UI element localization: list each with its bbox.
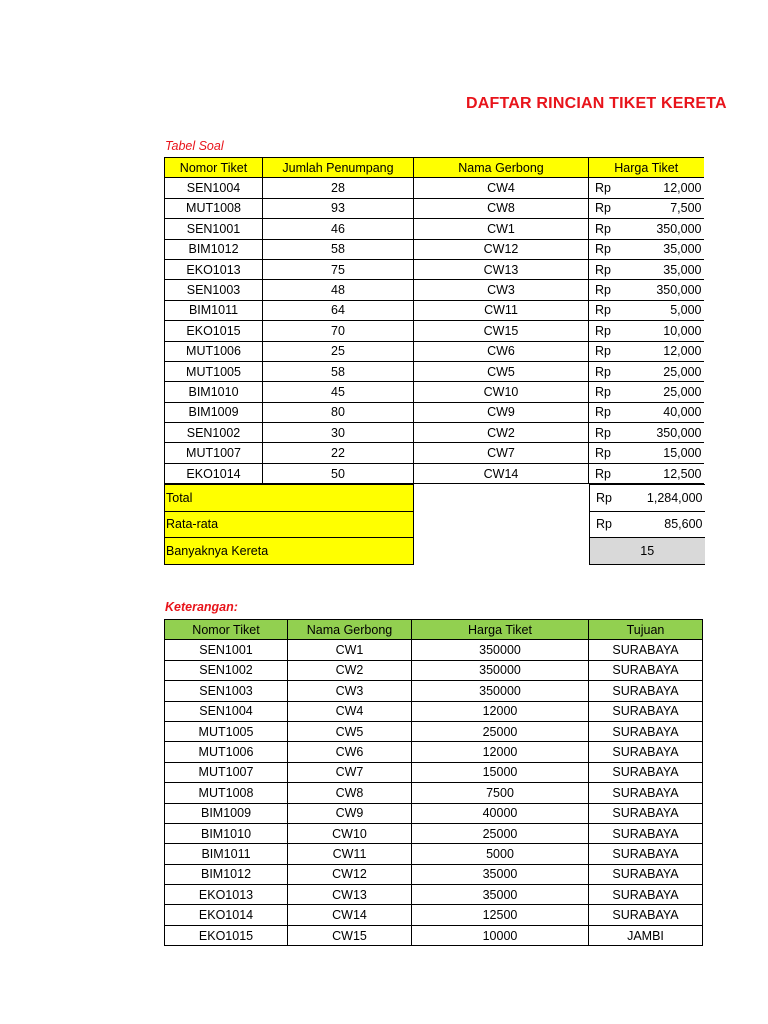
harga-tiket-cell[interactable]: 12500 [412, 905, 589, 925]
table-row [165, 361, 704, 381]
table-row [165, 721, 703, 741]
tujuan-cell[interactable]: SURABAYA [589, 885, 703, 905]
nomor-tiket-cell[interactable]: MUT1007 [165, 762, 288, 782]
table-row [165, 463, 704, 483]
harga-tiket-value: 5,000 [670, 303, 702, 318]
table-row [165, 402, 704, 422]
nama-gerbong-cell[interactable]: CW12 [414, 239, 589, 259]
nama-gerbong-cell[interactable]: CW10 [414, 382, 589, 402]
currency-label: Rp [595, 262, 611, 277]
table-row [165, 864, 703, 884]
currency-label: Rp [595, 242, 611, 257]
jumlah-penumpang-cell[interactable]: 80 [263, 402, 414, 422]
jumlah-penumpang-cell[interactable]: 30 [263, 423, 414, 443]
harga-tiket-cell[interactable] [589, 198, 704, 218]
table-row [165, 259, 704, 279]
table-row [165, 783, 703, 803]
table-row [165, 300, 704, 320]
table-row [165, 742, 703, 762]
harga-tiket-cell[interactable]: 7500 [412, 783, 589, 803]
currency-label: Rp [596, 517, 612, 532]
nomor-tiket-cell[interactable]: EKO1014 [165, 463, 263, 483]
nama-gerbong-cell[interactable]: CW14 [288, 905, 412, 925]
harga-tiket-cell[interactable]: 10000 [412, 925, 589, 945]
nama-gerbong-cell[interactable]: CW8 [288, 783, 412, 803]
table-row [165, 198, 704, 218]
harga-tiket-cell[interactable] [589, 341, 704, 361]
nomor-tiket-cell[interactable]: EKO1014 [165, 905, 288, 925]
table-row [165, 681, 703, 701]
currency-label: Rp [595, 221, 611, 236]
table-row [165, 321, 704, 341]
nomor-tiket-cell[interactable]: SEN1002 [165, 660, 288, 680]
tujuan-cell[interactable]: SURABAYA [589, 681, 703, 701]
tujuan-cell[interactable]: SURABAYA [589, 660, 703, 680]
tujuan-cell[interactable]: SURABAYA [589, 783, 703, 803]
header-nama-gerbong[interactable]: Nama Gerbong [414, 158, 589, 178]
tabel-soal [164, 157, 704, 484]
nomor-tiket-cell[interactable]: MUT1005 [165, 361, 263, 381]
keterangan-caption: Keterangan: [165, 600, 238, 614]
banyaknya-kereta-value[interactable]: 15 [590, 538, 705, 565]
nama-gerbong-cell[interactable]: CW11 [288, 844, 412, 864]
jumlah-penumpang-cell[interactable]: 70 [263, 321, 414, 341]
harga-tiket-cell[interactable]: 35000 [412, 864, 589, 884]
currency-label: Rp [595, 323, 611, 338]
tujuan-cell[interactable]: SURABAYA [589, 721, 703, 741]
harga-tiket-cell[interactable]: 5000 [412, 844, 589, 864]
currency-label: Rp [595, 303, 611, 318]
harga-tiket-value: 40,000 [663, 405, 702, 420]
harga-tiket-value: 12,500 [663, 466, 702, 481]
harga-tiket-cell[interactable] [589, 178, 704, 198]
currency-label: Rp [595, 384, 611, 399]
harga-tiket-cell[interactable]: 12000 [412, 701, 589, 721]
nama-gerbong-cell[interactable]: CW2 [414, 423, 589, 443]
header-harga-tiket[interactable]: Harga Tiket [412, 620, 589, 640]
nama-gerbong-cell[interactable]: CW12 [288, 864, 412, 884]
table-row [165, 803, 703, 823]
nama-gerbong-cell[interactable]: CW1 [288, 640, 412, 660]
harga-tiket-value: 350,000 [656, 283, 702, 298]
nomor-tiket-cell[interactable]: BIM1010 [165, 823, 288, 843]
tujuan-cell[interactable]: SURABAYA [589, 844, 703, 864]
harga-tiket-cell[interactable]: 350000 [412, 681, 589, 701]
table-row [165, 762, 703, 782]
nomor-tiket-cell[interactable]: EKO1013 [165, 259, 263, 279]
harga-tiket-cell[interactable] [589, 280, 704, 300]
nomor-tiket-cell[interactable]: BIM1012 [165, 239, 263, 259]
nama-gerbong-cell[interactable]: CW3 [288, 681, 412, 701]
nama-gerbong-cell[interactable]: CW13 [414, 259, 589, 279]
nama-gerbong-cell[interactable]: CW9 [414, 402, 589, 422]
nama-gerbong-cell[interactable]: CW4 [414, 178, 589, 198]
jumlah-penumpang-cell[interactable]: 45 [263, 382, 414, 402]
currency-label: Rp [595, 201, 611, 216]
tabel-soal-caption: Tabel Soal [165, 139, 224, 153]
nomor-tiket-cell[interactable]: BIM1009 [165, 402, 263, 422]
header-tujuan[interactable]: Tujuan [589, 620, 703, 640]
total-value: 1,284,000 [646, 490, 703, 505]
nama-gerbong-cell[interactable]: CW1 [414, 219, 589, 239]
jumlah-penumpang-cell[interactable]: 22 [263, 443, 414, 463]
header-nomor-tiket[interactable]: Nomor Tiket [165, 158, 263, 178]
table-row [165, 925, 703, 945]
currency-label: Rp [595, 181, 611, 196]
summary-values [589, 484, 705, 565]
nomor-tiket-cell[interactable]: MUT1008 [165, 198, 263, 218]
header-nomor-tiket[interactable]: Nomor Tiket [165, 620, 288, 640]
nama-gerbong-cell[interactable]: CW6 [288, 742, 412, 762]
table-row [165, 423, 704, 443]
tujuan-cell[interactable]: SURABAYA [589, 762, 703, 782]
nomor-tiket-cell[interactable]: MUT1008 [165, 783, 288, 803]
jumlah-penumpang-cell[interactable]: 58 [263, 361, 414, 381]
nomor-tiket-cell[interactable]: SEN1003 [165, 280, 263, 300]
rata-rata-value: 85,600 [664, 517, 703, 532]
harga-tiket-cell[interactable] [589, 382, 704, 402]
table-row [165, 640, 703, 660]
nama-gerbong-cell[interactable]: CW4 [288, 701, 412, 721]
total-label[interactable]: Total [165, 485, 414, 512]
table-row [165, 280, 704, 300]
tabel-keterangan [164, 619, 703, 946]
harga-tiket-cell[interactable] [589, 219, 704, 239]
harga-tiket-value: 350,000 [656, 221, 702, 236]
harga-tiket-cell[interactable]: 25000 [412, 721, 589, 741]
table-row [165, 823, 703, 843]
nomor-tiket-cell[interactable]: BIM1009 [165, 803, 288, 823]
jumlah-penumpang-cell[interactable]: 50 [263, 463, 414, 483]
jumlah-penumpang-cell[interactable]: 75 [263, 259, 414, 279]
nomor-tiket-cell[interactable]: MUT1006 [165, 742, 288, 762]
nomor-tiket-cell[interactable]: EKO1015 [165, 925, 288, 945]
harga-tiket-value: 25,000 [663, 384, 702, 399]
nomor-tiket-cell[interactable]: EKO1015 [165, 321, 263, 341]
harga-tiket-cell[interactable] [589, 239, 704, 259]
tabel-keterangan-header-row [165, 620, 703, 640]
nama-gerbong-cell[interactable]: CW5 [414, 361, 589, 381]
tabel-soal-body [165, 178, 704, 484]
harga-tiket-cell[interactable] [589, 300, 704, 320]
harga-tiket-value: 7,500 [670, 201, 702, 216]
harga-tiket-cell[interactable] [589, 463, 704, 483]
harga-tiket-cell[interactable]: 12000 [412, 742, 589, 762]
tujuan-cell[interactable]: SURABAYA [589, 823, 703, 843]
nama-gerbong-cell[interactable]: CW6 [414, 341, 589, 361]
jumlah-penumpang-cell[interactable]: 25 [263, 341, 414, 361]
harga-tiket-cell[interactable] [589, 443, 704, 463]
jumlah-penumpang-cell[interactable]: 93 [263, 198, 414, 218]
harga-tiket-cell[interactable]: 25000 [412, 823, 589, 843]
nomor-tiket-cell[interactable]: SEN1003 [165, 681, 288, 701]
harga-tiket-cell[interactable]: 15000 [412, 762, 589, 782]
currency-label: Rp [596, 490, 612, 505]
tabel-keterangan-body [165, 640, 703, 946]
table-row [165, 443, 704, 463]
nomor-tiket-cell[interactable]: BIM1011 [165, 844, 288, 864]
nama-gerbong-cell[interactable]: CW8 [414, 198, 589, 218]
tujuan-cell[interactable]: JAMBI [589, 925, 703, 945]
harga-tiket-value: 35,000 [663, 242, 702, 257]
nomor-tiket-cell[interactable]: BIM1012 [165, 864, 288, 884]
table-row [165, 219, 704, 239]
tujuan-cell[interactable]: SURABAYA [589, 742, 703, 762]
currency-label: Rp [595, 283, 611, 298]
nama-gerbong-cell[interactable]: CW5 [288, 721, 412, 741]
harga-tiket-cell[interactable]: 40000 [412, 803, 589, 823]
tabel-soal-header-row [165, 158, 704, 178]
harga-tiket-cell[interactable]: 35000 [412, 885, 589, 905]
nomor-tiket-cell[interactable]: BIM1011 [165, 300, 263, 320]
harga-tiket-value: 10,000 [663, 323, 702, 338]
harga-tiket-value: 350,000 [656, 425, 702, 440]
harga-tiket-cell[interactable] [589, 361, 704, 381]
table-row [165, 382, 704, 402]
rata-rata-label[interactable]: Rata-rata [165, 511, 414, 538]
jumlah-penumpang-cell[interactable]: 64 [263, 300, 414, 320]
banyaknya-kereta-label[interactable]: Banyaknya Kereta [165, 538, 414, 565]
harga-tiket-cell[interactable] [589, 259, 704, 279]
nama-gerbong-cell[interactable]: CW14 [414, 463, 589, 483]
nama-gerbong-cell[interactable]: CW7 [288, 762, 412, 782]
nama-gerbong-cell[interactable]: CW7 [414, 443, 589, 463]
harga-tiket-cell[interactable]: 350000 [412, 660, 589, 680]
currency-label: Rp [595, 466, 611, 481]
currency-label: Rp [595, 344, 611, 359]
currency-label: Rp [595, 364, 611, 379]
tujuan-cell[interactable]: SURABAYA [589, 864, 703, 884]
nomor-tiket-cell[interactable]: BIM1010 [165, 382, 263, 402]
tujuan-cell[interactable]: SURABAYA [589, 803, 703, 823]
nomor-tiket-cell[interactable]: MUT1005 [165, 721, 288, 741]
nama-gerbong-cell[interactable]: CW10 [288, 823, 412, 843]
nomor-tiket-cell[interactable]: SEN1004 [165, 178, 263, 198]
table-row [165, 341, 704, 361]
nomor-tiket-cell[interactable]: SEN1001 [165, 640, 288, 660]
table-row [165, 239, 704, 259]
tujuan-cell[interactable]: SURABAYA [589, 701, 703, 721]
nomor-tiket-cell[interactable]: SEN1001 [165, 219, 263, 239]
harga-tiket-value: 15,000 [663, 446, 702, 461]
tujuan-cell[interactable]: SURABAYA [589, 905, 703, 925]
total-value-cell[interactable] [590, 485, 705, 512]
header-harga-tiket[interactable]: Harga Tiket [589, 158, 704, 178]
currency-label: Rp [595, 446, 611, 461]
harga-tiket-cell[interactable] [589, 423, 704, 443]
nama-gerbong-cell[interactable]: CW11 [414, 300, 589, 320]
page-title: DAFTAR RINCIAN TIKET KERETA [466, 95, 727, 112]
nama-gerbong-cell[interactable]: CW9 [288, 803, 412, 823]
jumlah-penumpang-cell[interactable]: 28 [263, 178, 414, 198]
table-row [165, 178, 704, 198]
tujuan-cell[interactable]: SURABAYA [589, 640, 703, 660]
harga-tiket-cell[interactable] [589, 402, 704, 422]
nomor-tiket-cell[interactable]: EKO1013 [165, 885, 288, 905]
harga-tiket-cell[interactable]: 350000 [412, 640, 589, 660]
nama-gerbong-cell[interactable]: CW15 [288, 925, 412, 945]
table-row [165, 701, 703, 721]
rata-rata-value-cell[interactable] [590, 511, 705, 538]
table-row [165, 905, 703, 925]
jumlah-penumpang-cell[interactable]: 46 [263, 219, 414, 239]
table-row [165, 660, 703, 680]
currency-label: Rp [595, 425, 611, 440]
table-row [165, 844, 703, 864]
summary-labels [164, 484, 414, 565]
harga-tiket-value: 35,000 [663, 262, 702, 277]
nomor-tiket-cell[interactable]: MUT1006 [165, 341, 263, 361]
nomor-tiket-cell[interactable]: SEN1004 [165, 701, 288, 721]
nomor-tiket-cell[interactable]: MUT1007 [165, 443, 263, 463]
nama-gerbong-cell[interactable]: CW15 [414, 321, 589, 341]
nomor-tiket-cell[interactable]: SEN1002 [165, 423, 263, 443]
header-nama-gerbong[interactable]: Nama Gerbong [288, 620, 412, 640]
header-jumlah-penumpang[interactable]: Jumlah Penumpang [263, 158, 414, 178]
currency-label: Rp [595, 405, 611, 420]
table-row [165, 885, 703, 905]
jumlah-penumpang-cell[interactable]: 48 [263, 280, 414, 300]
harga-tiket-value: 12,000 [663, 344, 702, 359]
nama-gerbong-cell[interactable]: CW3 [414, 280, 589, 300]
harga-tiket-value: 12,000 [663, 181, 702, 196]
nama-gerbong-cell[interactable]: CW2 [288, 660, 412, 680]
jumlah-penumpang-cell[interactable]: 58 [263, 239, 414, 259]
nama-gerbong-cell[interactable]: CW13 [288, 885, 412, 905]
harga-tiket-cell[interactable] [589, 321, 704, 341]
harga-tiket-value: 25,000 [663, 364, 702, 379]
